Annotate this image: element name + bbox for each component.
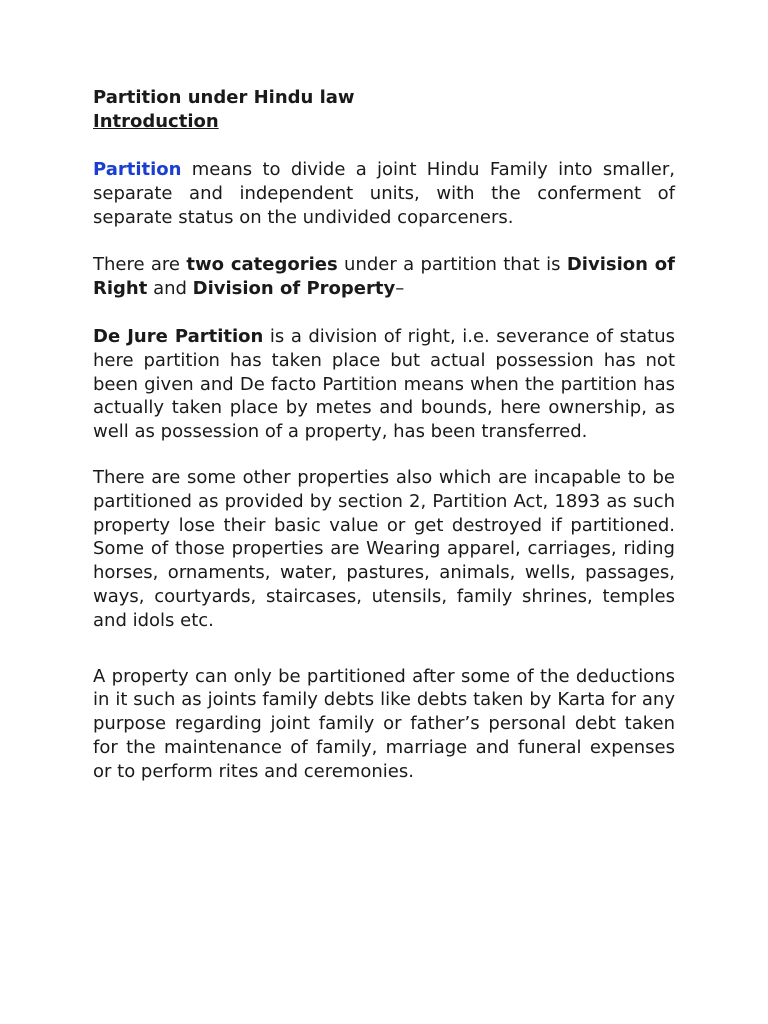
paragraph-partition-definition: [93, 158, 675, 229]
categories-mid2: and: [147, 278, 193, 300]
term-two-categories: two categories: [186, 254, 338, 276]
section-heading-introduction: Introduction: [93, 111, 219, 132]
term-division-of-property: Division of Property: [192, 278, 396, 300]
paragraph-partition-definition-text: means to divide a joint Hindu Family into smaller, separate and independent units, with the conferment of separate status on the undivided coparceners.: [93, 159, 675, 228]
paragraph-deductions: A property can only be partitioned after some of the deductions in it such as joints family debts like debts taken by Karta for any purpose regarding joint family or father’s personal debt taken for the maintenance of family, marriage and funeral expenses or to perform rites and ceremonies.: [93, 665, 675, 782]
paragraph-categories: [93, 253, 675, 301]
paragraph-de-jure-partition: [93, 325, 675, 444]
term-division-of-right: Division of Right: [93, 254, 676, 300]
paragraph-non-partitionable-properties: There are some other properties also which are incapable to be partitioned as provided by section 2, Partition Act, 1893 as such property lose their basic value or get destroyed if partitioned. Some of those properties are Wearing apparel, carriages, riding horses, ornaments, water, pastures, animals, wells, passages, ways, courtyards, staircases, utensils, family shrines, temples and idols etc.: [93, 466, 675, 631]
term-de-jure-partition: De Jure Partition: [93, 325, 264, 347]
term-partition: Partition: [93, 159, 182, 180]
categories-pre: There are: [93, 254, 187, 276]
paragraph-de-jure-partition-text: is a division of right, i.e. severance of status here partition has taken place but actual possession has not been given and De facto Partition means when the partition has actually taken place by metes and bounds, here ownership, as well as possession of a property, has been transferred.: [93, 325, 675, 443]
document-title: Partition under Hindu law: [93, 87, 355, 108]
categories-end: –: [395, 278, 405, 300]
document-page: [93, 86, 675, 784]
categories-mid1: under a partition that is: [337, 254, 567, 276]
